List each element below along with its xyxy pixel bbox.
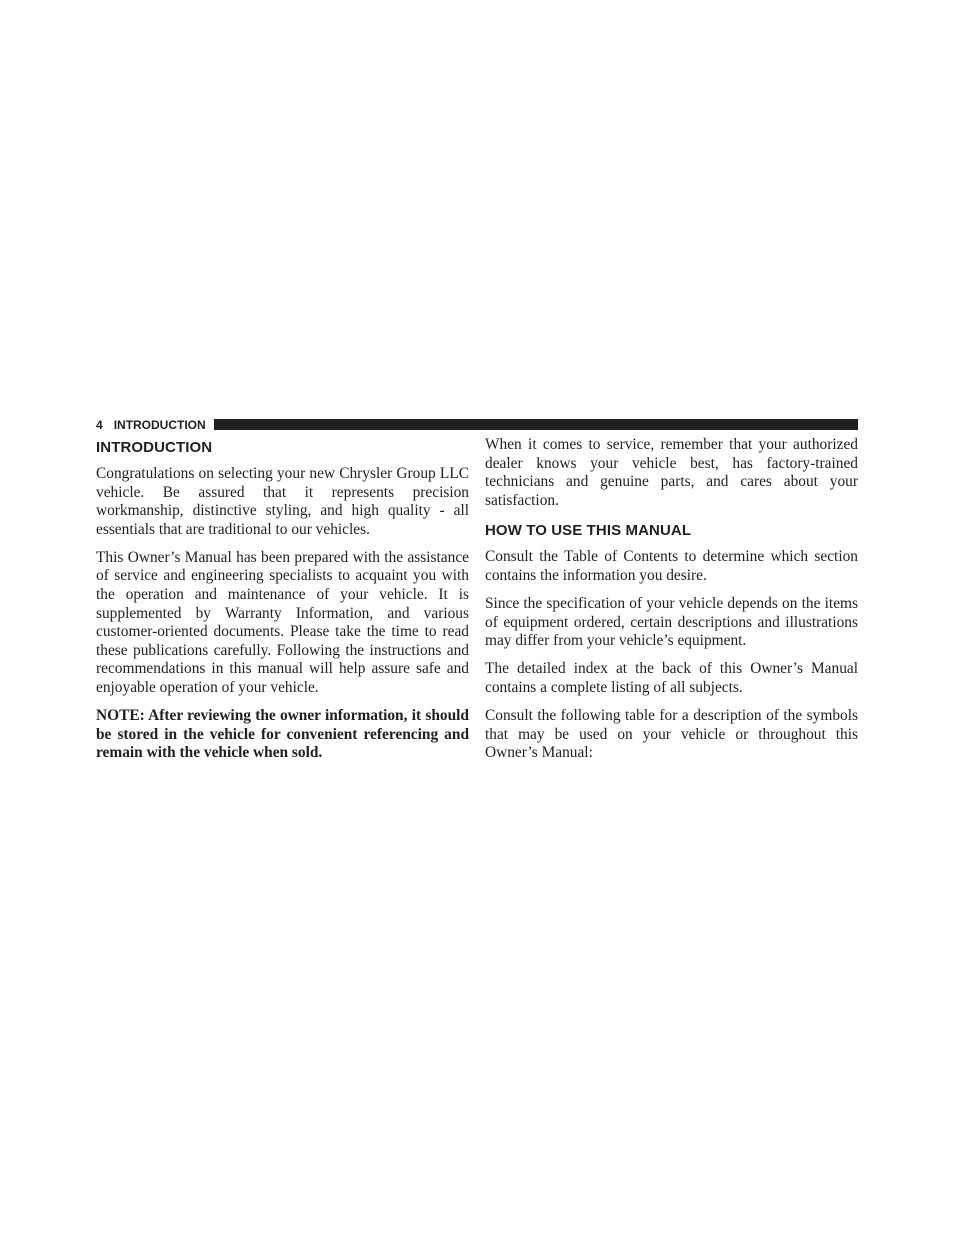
- paragraph-specification: Since the specification of your vehicle depends on the items of equipment ordered, certain descriptions and illustrations may differ from your vehicle’s equipment.: [485, 595, 858, 650]
- note-paragraph: NOTE: After reviewing the owner information, it should be stored in the vehicle for convenient referencing and remain with the vehicle when sold.: [96, 707, 469, 762]
- left-column: [96, 436, 469, 772]
- running-head: INTRODUCTION: [113, 417, 206, 432]
- paragraph-symbols: Consult the following table for a description of the symbols that may be used on your vehicle or throughout this Owner’s Manual:: [485, 707, 858, 762]
- header-rule-bar: [214, 419, 858, 430]
- paragraph-table-of-contents: Consult the Table of Contents to determine which section contains the information you desire.: [485, 548, 858, 584]
- page-header: [96, 417, 858, 432]
- paragraph-owners-manual: This Owner’s Manual has been prepared with the assistance of service and engineering specialists to acquaint you with the operation and maintenance of your vehicle. It is supplemented by Warranty Information, and various customer-oriented documents. Please take the time to read these publications carefully. Following the instructions and recommendations in this manual will help assure safe and enjoyable operation of your vehicle.: [96, 548, 469, 697]
- page-number: 4: [96, 417, 103, 432]
- paragraph-index: The detailed index at the back of this Owner’s Manual contains a complete listing of all subjects.: [485, 660, 858, 696]
- section-heading-how-to-use: HOW TO USE THIS MANUAL: [485, 522, 692, 540]
- section-heading-introduction: INTRODUCTION: [96, 439, 213, 456]
- paragraph-congratulations: Congratulations on selecting your new Chrysler Group LLC vehicle. Be assured that it represents precision workmanship, distinctive styling, and high quality - all essentials that are traditional to our vehicles.: [96, 465, 469, 538]
- paragraph-service: When it comes to service, remember that your authorized dealer knows your vehicle best, has factory-trained technicians and genuine parts, and cares about your satisfaction.: [485, 436, 858, 509]
- right-column: [485, 436, 858, 772]
